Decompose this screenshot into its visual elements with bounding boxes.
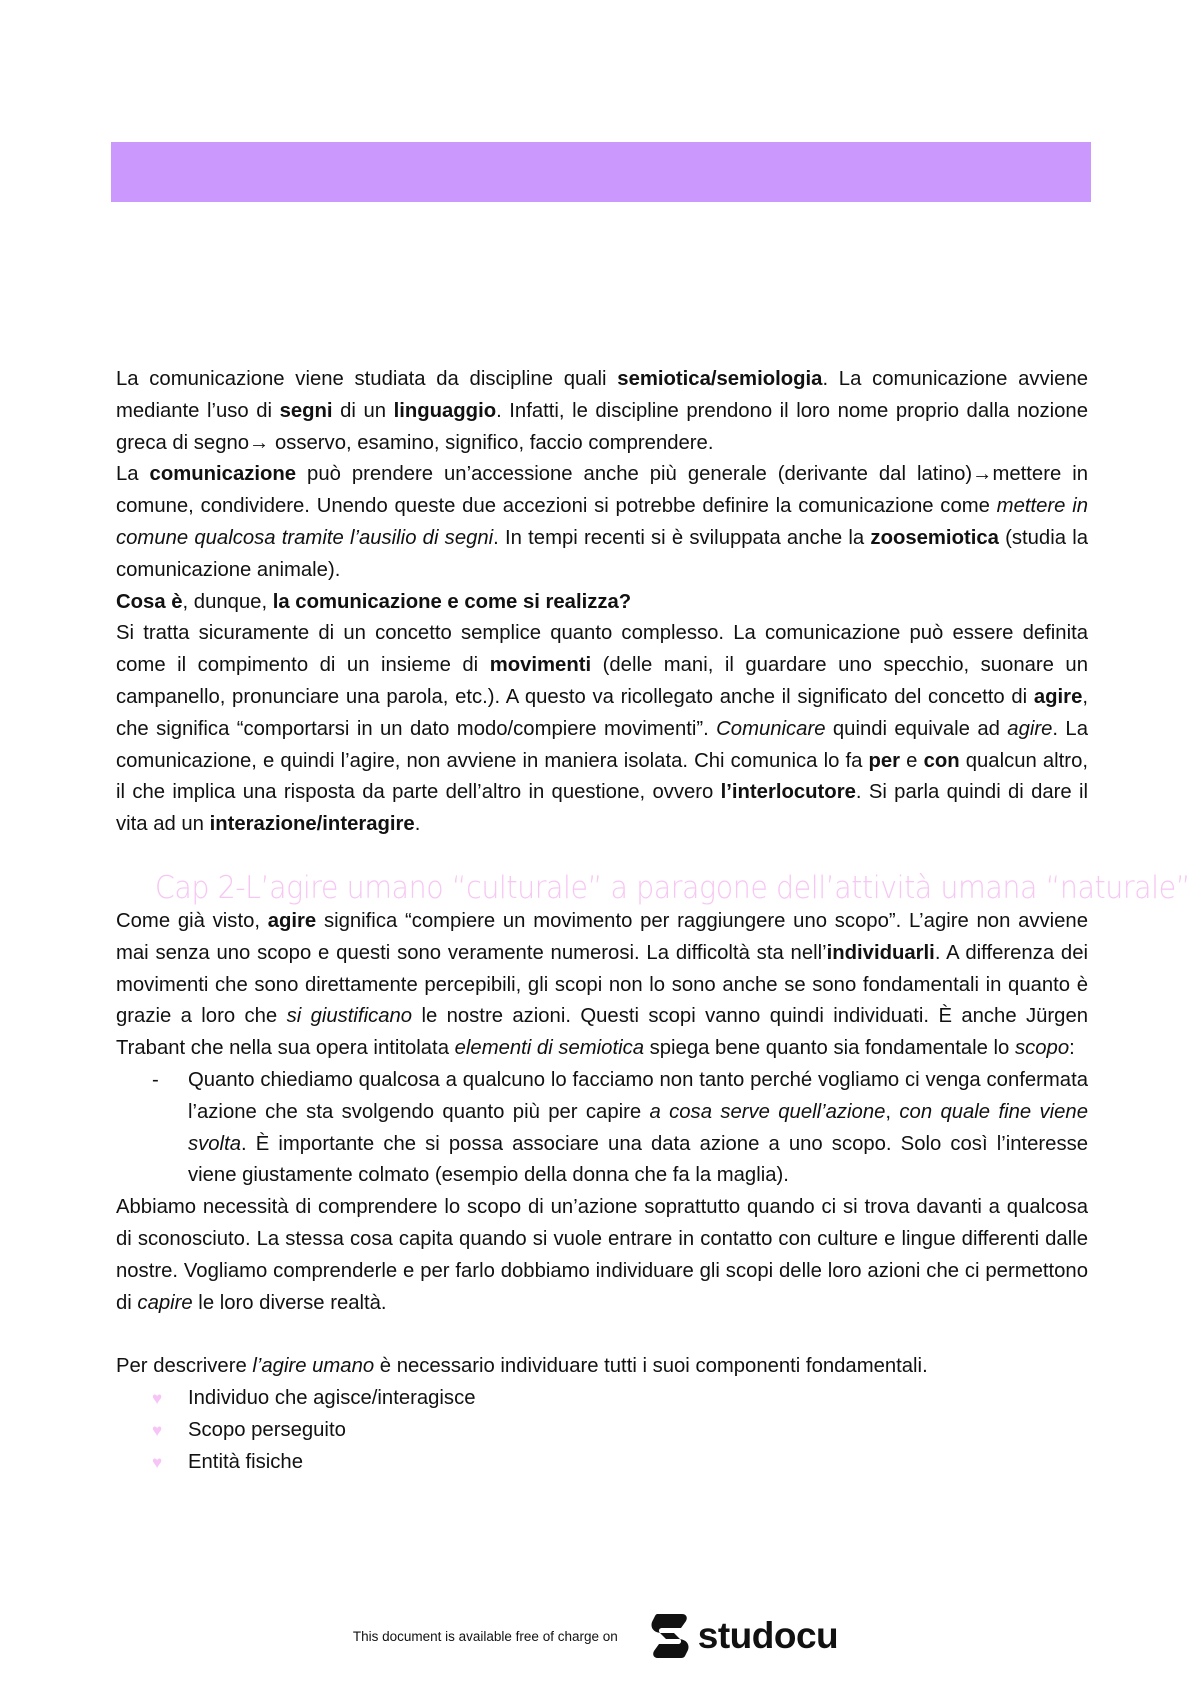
text: , dunque, [182,590,273,613]
paragraph-necessita [116,1192,1088,1319]
bold-term: semiotica/semiologia [617,368,823,390]
text: : [1069,1037,1075,1060]
chapter-heading: Cap 2-L’agire umano “culturale” a paragone dell’attività umana “naturale” [154,869,1191,906]
list-item [116,1415,1088,1447]
text: di un [332,399,394,422]
heart-bullet-icon: ♥ [152,1420,163,1440]
text: Si tratta sicuramente di un concetto semplice quanto complesso. La comunicazione può essere definita come il compimento di un insieme di [116,622,1088,677]
text: può prendere un’accessione anche più generale (derivante dal latino)→mettere in comune, condividere. Unendo queste due accezioni si potrebbe definire la comunicazione come [116,463,1088,518]
list-item-label: Entità fisiche [188,1450,303,1473]
text: Come già visto, [116,909,268,932]
text: La [116,463,150,486]
italic-term: a cosa serve quell’azione [649,1100,886,1123]
text: significa “compiere un movimento per raggiungere uno scopo”. L’agire non avviene mai senza uno scopo e questi sono veramente numerosi. La difficoltà sta nell’ [116,909,1088,964]
bold-term: segni [279,399,333,422]
text: qualcun altro, il che implica una risposta da parte dell’altro in questione, ovvero [116,749,1088,804]
text: le loro diverse realtà. [192,1291,387,1314]
list-item-label: Scopo perseguito [188,1418,346,1441]
text: . La comunicazione avviene mediante l’uso di [116,368,1089,422]
paragraph-movimenti [116,618,1088,841]
italic-term: scopo [1014,1037,1070,1060]
paragraph-componenti [116,1351,1088,1383]
text: . La comunicazione, e quindi l’agire, non avviene in maniera isolata. Chi comunica lo fa [116,717,1088,772]
text: quindi equivale ad [825,717,1008,740]
text: . A differenza dei movimenti che sono direttamente percepibili, gli scopi non lo sono anche se sono fondamentali in quanto è grazie a loro che [116,941,1088,1028]
bold-term: l’interlocutore [720,781,856,804]
bold-term: Cosa è [116,590,183,613]
list-item-label: Individuo che agisce/interagisce [188,1386,476,1409]
text: . [414,813,421,836]
studocu-wordmark: studocu [697,1615,839,1656]
italic-term: agire [1007,717,1053,740]
heart-bullet-icon: ♥ [152,1452,163,1472]
paragraph-intro [116,364,1088,459]
text: Quanto chiediamo qualcosa a qualcuno lo facciamo non tanto perché vogliamo ci venga confermata l’azione che sta svolgendo quanto più per capire [188,1068,1088,1123]
text: . È importante che si possa associare una data azione a uno scopo. Solo così l’interesse viene giustamente colmato (esempio della donna che fa la maglia). [188,1132,1088,1187]
paragraph-question [116,587,1088,619]
text: (studia la comunicazione animale). [116,526,1088,581]
bold-term: la comunicazione e come si realizza? [272,590,632,613]
text: le nostre azioni. Questi scopi vanno quindi individuati. È anche Jürgen Trabant che nella sua opera intitolata [116,1005,1088,1060]
italic-term: mettere in comune qualcosa tramite l’ausilio di segni [116,495,1088,549]
footer-availability-text: This document is available free of charge on [352,1628,618,1644]
text: e [900,749,924,772]
dash-marker: - [152,1068,159,1091]
document-body [116,364,1191,1478]
bold-term: movimenti [489,654,592,677]
bold-term: interazione/interagire [209,813,415,836]
bold-term: linguaggio [393,399,497,422]
text: . Infatti, le discipline prendono il loro nome proprio dalla nozione greca di segno→ osservo, esamino, significo, faccio comprendere. [116,399,1088,454]
text: Abbiamo necessità di comprendere lo scopo di un’azione soprattutto quando ci si trova davanti a qualcosa di sconosciuto. La stessa cosa capita quando si vuole entrare in contatto con culture e lingue differenti dalle nostre. Vogliamo comprenderle e per farlo dobbiamo individuare gli scopi delle loro azioni che ci permettono di [116,1196,1088,1314]
text: , [885,1100,900,1123]
text: La comunicazione viene studiata da discipline quali [116,368,618,390]
italic-term: l’agire umano [252,1355,375,1378]
paragraph-comunicazione [116,459,1088,586]
list-item [116,1065,1088,1192]
list-item [116,1447,1088,1479]
bold-term: con [923,749,960,772]
heart-bullet-icon: ♥ [152,1388,163,1408]
bold-term: agire [1033,685,1083,708]
italic-term: con quale fine viene svolta [188,1100,1088,1155]
text: . In tempi recenti si è sviluppata anche la [493,526,871,549]
italic-term: Comunicare [716,717,826,740]
blank-line [116,1319,1088,1351]
header-color-band [111,142,1091,202]
bold-term: comunicazione [149,463,297,486]
paragraph-agire [116,906,1088,1065]
bold-term: per [868,749,901,772]
italic-term: si giustificano [286,1005,413,1028]
text: . Si parla quindi di dare il vita ad un [116,781,1089,836]
italic-term: capire [137,1291,193,1314]
italic-term: elementi di semiotica [454,1037,644,1060]
bold-term: agire [267,909,317,932]
studocu-logo-icon [648,1612,692,1660]
text: spiega bene quanto sia fondamentale lo [644,1037,1015,1060]
text: Per descrivere [116,1355,253,1378]
dash-list [116,1065,1088,1192]
bold-term: zoosemiotica [870,526,999,549]
studocu-brand-link[interactable] [648,1612,838,1660]
components-list [116,1383,1088,1478]
bold-term: individuarli [826,941,935,964]
text: (delle mani, il guardare uno specchio, suonare un campanello, pronunciare una parola, etc.). A questo va ricollegato anche il significato del concetto di [116,654,1088,708]
list-item [116,1383,1088,1415]
footer [0,1606,1191,1666]
text: , che significa “comportarsi in un dato modo/compiere movimenti”. [116,685,1088,740]
text: è necessario individuare tutti i suoi componenti fondamentali. [374,1355,928,1378]
